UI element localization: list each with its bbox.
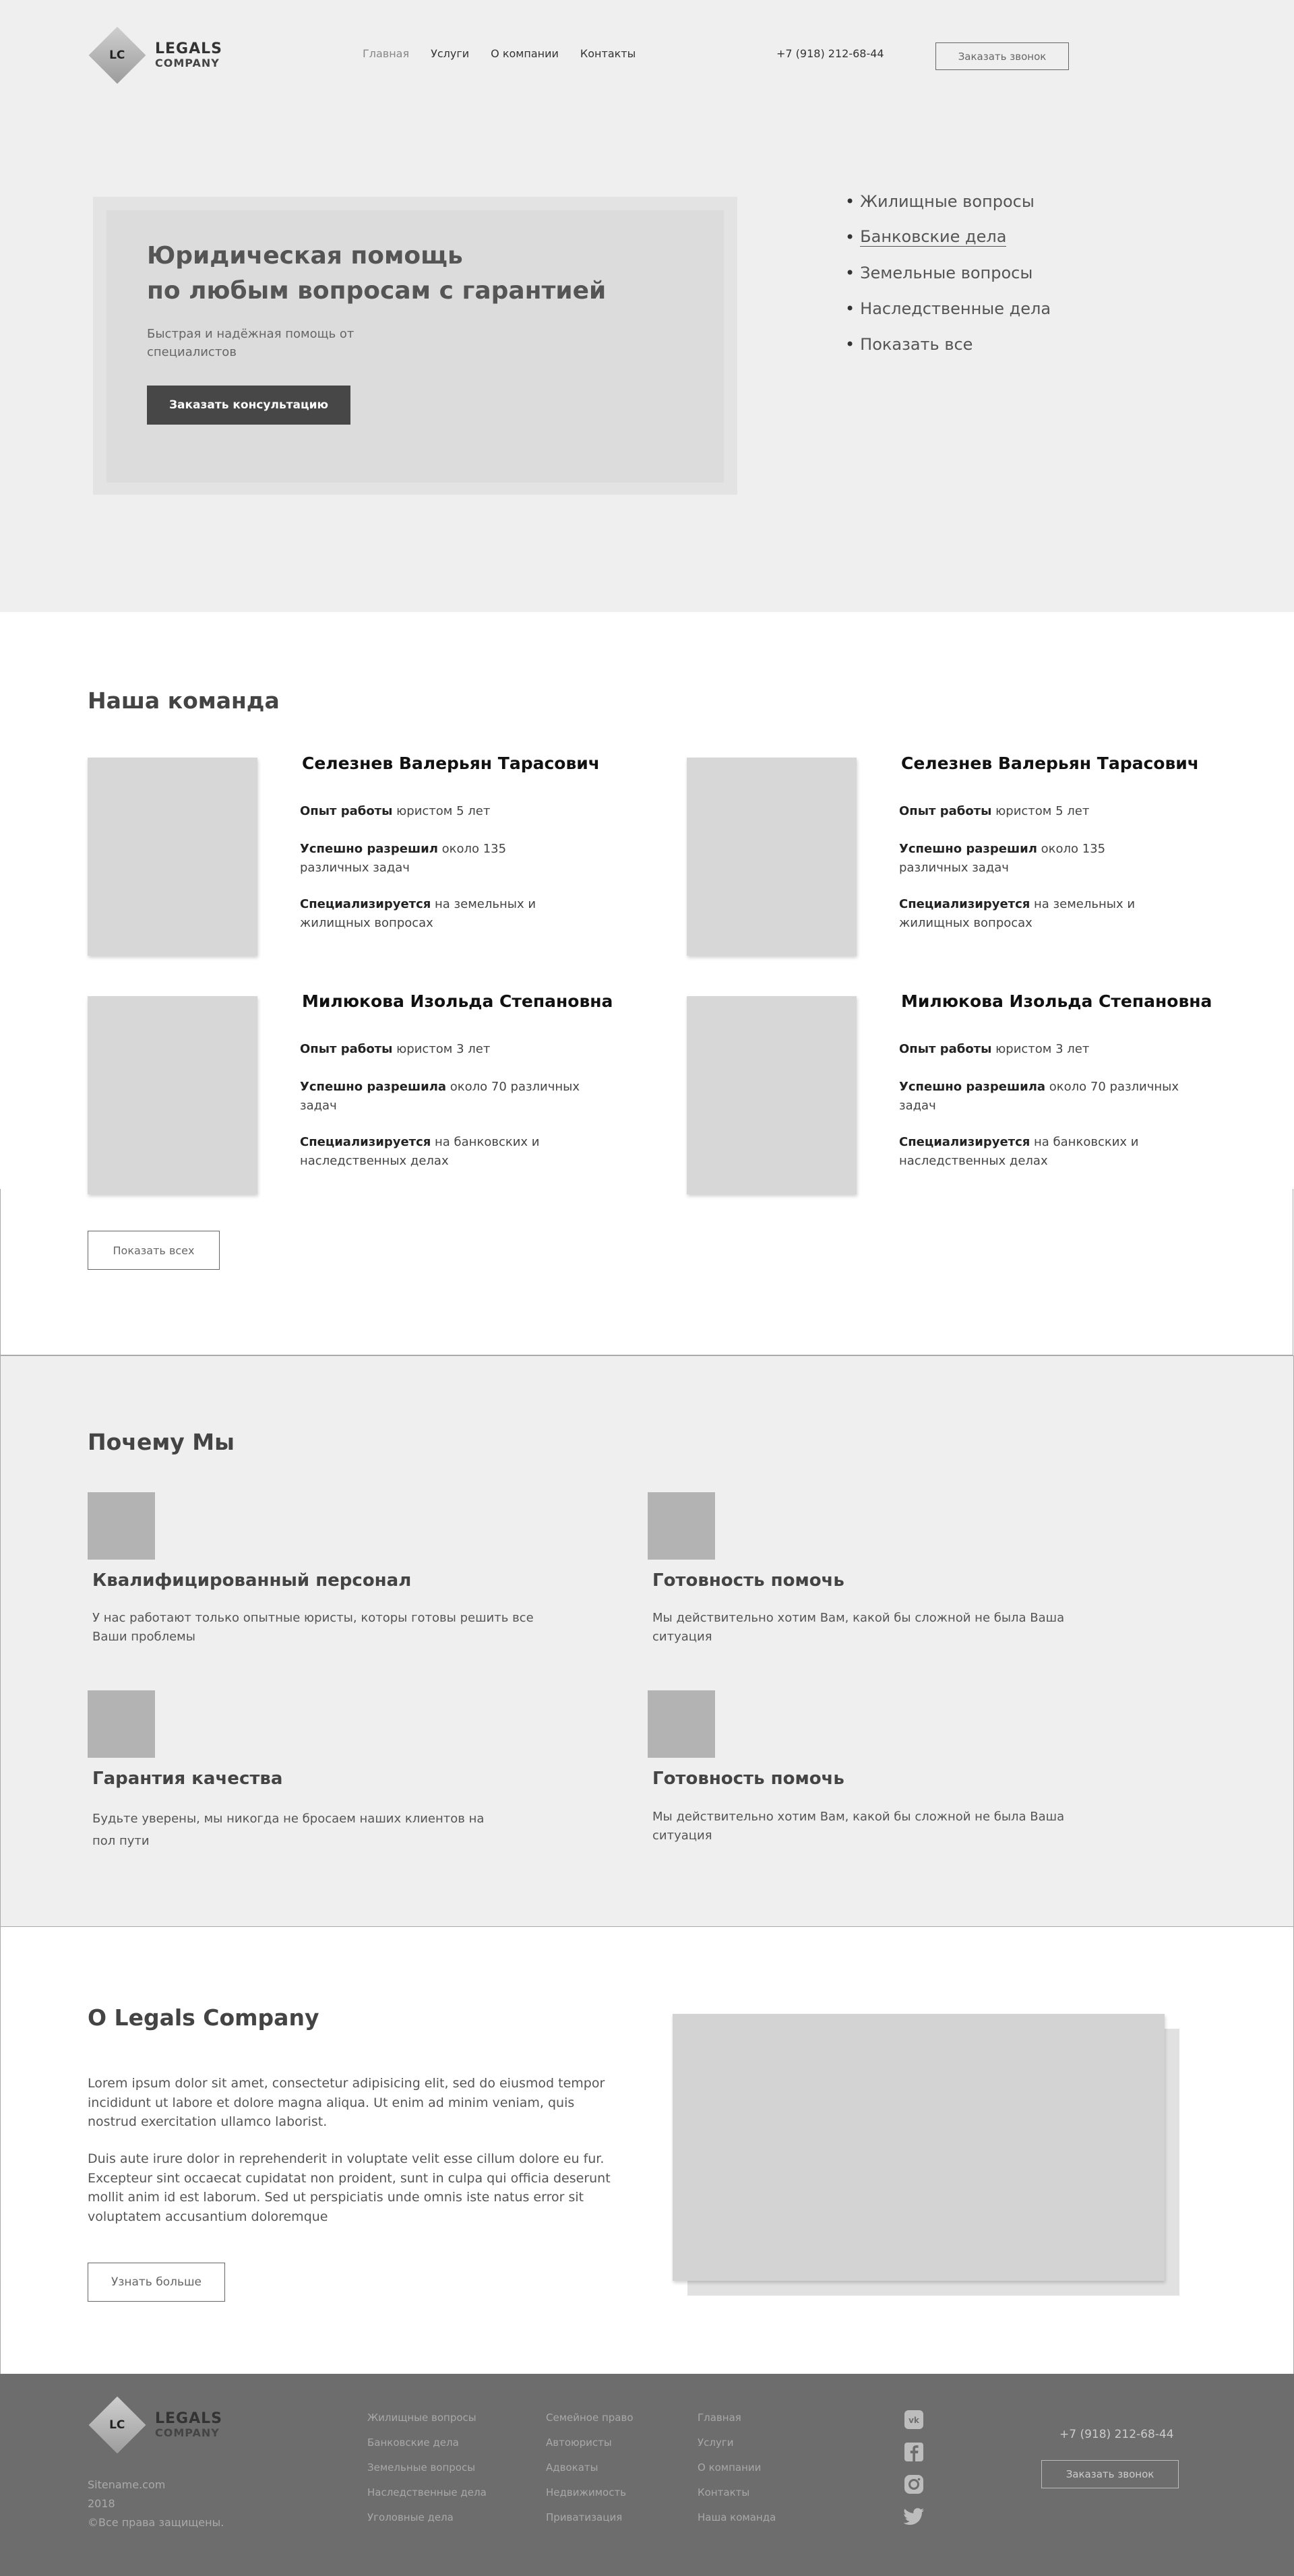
footer-link[interactable]: Уголовные дела bbox=[367, 2511, 454, 2523]
member-experience: Опыт работы юристом 5 лет bbox=[300, 804, 491, 818]
member-specialization: Специализируется на земельных и жилищных вопросах bbox=[300, 897, 536, 930]
about-title: О Legals Company bbox=[88, 2004, 319, 2031]
hero-section bbox=[0, 0, 1294, 612]
logo-line2: COMPANY bbox=[155, 2426, 220, 2440]
feature-icon bbox=[648, 1492, 715, 1560]
logo-line2: COMPANY bbox=[155, 57, 220, 70]
feature-title: Готовность помочь bbox=[652, 1570, 844, 1591]
nav-item-about[interactable]: О компании bbox=[491, 47, 559, 60]
footer-link[interactable]: Земельные вопросы bbox=[367, 2461, 476, 2474]
service-item-housing[interactable]: • Жилищные вопросы bbox=[845, 183, 1051, 219]
hero-subtitle: Быстрая и надёжная помощь от специалистов bbox=[147, 327, 355, 359]
member-specialization: Специализируется на земельных и жилищных вопросах bbox=[899, 897, 1136, 930]
feature-icon bbox=[88, 1690, 155, 1758]
member-photo bbox=[687, 758, 857, 956]
member-experience: Опыт работы юристом 3 лет bbox=[899, 1042, 1090, 1056]
service-item-land[interactable]: • Земельные вопросы bbox=[845, 255, 1051, 290]
services-list bbox=[845, 183, 1051, 362]
footer-link[interactable]: Контакты bbox=[698, 2486, 750, 2498]
member-experience: Опыт работы юристом 3 лет bbox=[300, 1042, 491, 1056]
nav-item-contacts[interactable]: Контакты bbox=[580, 47, 636, 60]
member-specialization: Специализируется на банковских и наследственных делах bbox=[300, 1135, 540, 1168]
footer-year: 2018 bbox=[88, 2497, 115, 2510]
footer-services-col bbox=[367, 2412, 487, 2536]
footer-meta bbox=[88, 2476, 224, 2532]
vk-icon[interactable] bbox=[903, 2409, 925, 2430]
footer-link[interactable]: Приватизация bbox=[546, 2511, 623, 2523]
svg-text:vk: vk bbox=[908, 2416, 919, 2425]
member-name: Селезнев Валерьян Тарасович bbox=[901, 754, 1199, 773]
footer-link[interactable]: Главная bbox=[698, 2412, 741, 2424]
footer-link[interactable]: Адвокаты bbox=[546, 2461, 598, 2474]
header-logo[interactable] bbox=[88, 26, 222, 85]
feature-icon bbox=[648, 1690, 715, 1758]
team-title: Наша команда bbox=[88, 687, 280, 714]
nav-item-home[interactable]: Главная bbox=[363, 47, 410, 60]
footer-link[interactable]: Жилищные вопросы bbox=[367, 2412, 476, 2424]
main-nav bbox=[363, 47, 636, 60]
footer-logo[interactable] bbox=[88, 2395, 222, 2455]
header-phone[interactable]: +7 (918) 212-68-44 bbox=[776, 47, 884, 60]
footer-link[interactable]: Наследственные дела bbox=[367, 2486, 487, 2498]
callback-button[interactable]: Заказать звонок bbox=[935, 42, 1069, 70]
logo-line1: LEGALS bbox=[155, 2410, 222, 2428]
feature-title: Квалифицированный персонал bbox=[92, 1570, 412, 1591]
feature-text: У нас работают только опытные юристы, которы готовы решить все Ваши проблемы bbox=[92, 1611, 534, 1644]
facebook-icon[interactable] bbox=[903, 2441, 925, 2463]
feature-text: Будьте уверены, мы никогда не бросаем наших клиентов на пол пути bbox=[92, 1812, 485, 1849]
feature-icon bbox=[88, 1492, 155, 1560]
member-photo bbox=[88, 996, 257, 1194]
member-name: Милюкова Изольда Степановна bbox=[901, 991, 1212, 1011]
member-photo bbox=[88, 758, 257, 956]
footer-phone[interactable]: +7 (918) 212-68-44 bbox=[1059, 2428, 1174, 2441]
member-name: Милюкова Изольда Степановна bbox=[302, 991, 613, 1011]
footer-rights: ©Все права защищены. bbox=[88, 2516, 224, 2529]
footer-link[interactable]: Услуги bbox=[698, 2436, 734, 2449]
service-item-show-all[interactable]: • Показать все bbox=[845, 326, 1051, 362]
footer-link[interactable]: Автоюристы bbox=[546, 2436, 612, 2449]
service-item-banking[interactable]: • Банковские дела bbox=[845, 219, 1051, 255]
member-experience: Опыт работы юристом 5 лет bbox=[899, 804, 1090, 818]
logo-mark: LC bbox=[89, 2397, 146, 2454]
member-solved: Успешно разрешила около 70 различных задач bbox=[300, 1080, 580, 1113]
nav-item-services[interactable]: Услуги bbox=[431, 47, 470, 60]
footer-site[interactable]: Sitename.com bbox=[88, 2478, 166, 2491]
footer-nav-col bbox=[698, 2412, 776, 2536]
member-name: Селезнев Валерьян Тарасович bbox=[302, 754, 600, 773]
show-all-team-button[interactable]: Показать всех bbox=[88, 1231, 220, 1270]
feature-text: Мы действительно хотим Вам, какой бы сложной не была Ваша ситуация bbox=[652, 1810, 1065, 1843]
instagram-icon[interactable] bbox=[903, 2474, 925, 2495]
twitter-icon[interactable] bbox=[903, 2506, 925, 2527]
member-solved: Успешно разрешила около 70 различных задач bbox=[899, 1080, 1179, 1113]
about-paragraph: Lorem ipsum dolor sit amet, consectetur adipisicing elit, sed do eiusmod tempor incididunt ut labore et dolore magna aliqua. Ut enim ad minim veniam, quis nostrud exercitation ullamco laborist. bbox=[88, 2076, 605, 2129]
member-photo bbox=[687, 996, 857, 1194]
service-item-inheritance[interactable]: • Наследственные дела bbox=[845, 290, 1051, 326]
member-specialization: Специализируется на банковских и наследственных делах bbox=[899, 1135, 1139, 1168]
footer-link[interactable]: Недвижимость bbox=[546, 2486, 627, 2498]
member-solved: Успешно разрешил около 135 различных задач bbox=[899, 842, 1106, 875]
footer-link[interactable]: О компании bbox=[698, 2461, 762, 2474]
about-image bbox=[673, 2014, 1165, 2281]
why-title: Почему Мы bbox=[88, 1429, 235, 1455]
about-paragraph: Duis aute irure dolor in reprehenderit in voluptate velit esse cillum dolore eu fur. Excepteur sint occaecat cupidatat non proident, sunt in culpa qui officia deserunt mollit anim id est laborum. Sed ut perspiciatis unde omnis iste natus error sit voluptatem accusantium doloremque bbox=[88, 2151, 611, 2224]
hero-title: Юридическая помощь по любым вопросам с гарантией bbox=[147, 242, 607, 305]
logo-mark: LC bbox=[89, 27, 146, 84]
footer-callback-button[interactable]: Заказать звонок bbox=[1041, 2460, 1179, 2488]
consultation-button[interactable]: Заказать консультацию bbox=[147, 386, 350, 425]
feature-text: Мы действительно хотим Вам, какой бы сложной не была Ваша ситуация bbox=[652, 1611, 1065, 1644]
learn-more-button[interactable]: Узнать больше bbox=[88, 2263, 225, 2302]
feature-title: Готовность помочь bbox=[652, 1769, 844, 1789]
feature-title: Гарантия качества bbox=[92, 1769, 283, 1789]
member-solved: Успешно разрешил около 135 различных задач bbox=[300, 842, 507, 875]
footer-link[interactable]: Банковские дела bbox=[367, 2436, 459, 2449]
footer-link[interactable]: Семейное право bbox=[546, 2412, 634, 2424]
team-section-frame bbox=[0, 1189, 1293, 1355]
footer-law-col bbox=[546, 2412, 634, 2536]
logo-line1: LEGALS bbox=[155, 40, 222, 58]
footer-link[interactable]: Наша команда bbox=[698, 2511, 776, 2523]
